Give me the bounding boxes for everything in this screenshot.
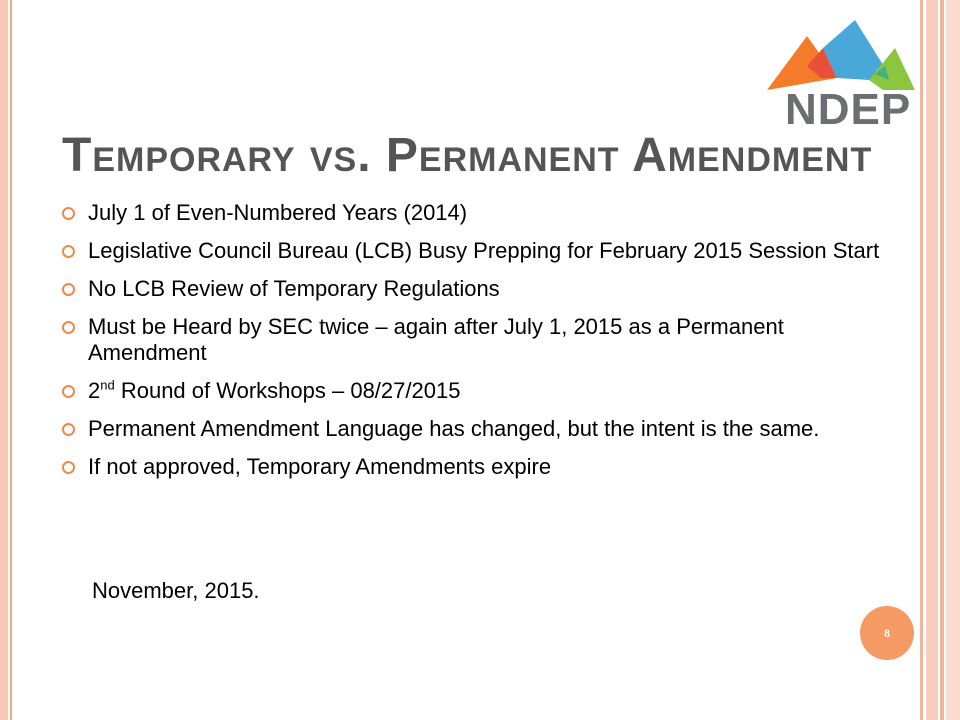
bullet-circle-icon — [62, 385, 75, 398]
slide-title: Temporary vs. Permanent Amendment — [62, 129, 873, 182]
bullet-circle-icon — [62, 283, 75, 296]
bullet-circle-icon — [62, 245, 75, 258]
bullet-item: No LCB Review of Temporary Regulations — [62, 276, 897, 302]
slide-number-badge: 8 — [860, 606, 914, 660]
right-border — [920, 0, 960, 720]
ordinal-number: 2 — [88, 378, 101, 403]
bullet-circle-icon — [62, 207, 75, 220]
bullet-item: Permanent Amendment Language has changed, but the intent is the same. — [62, 416, 897, 442]
bullet-item-text: Round of Workshops – 08/27/2015 — [114, 378, 461, 403]
ordinal-suffix: nd — [100, 377, 115, 393]
bullet-list — [62, 200, 897, 492]
ndep-logo — [765, 18, 915, 136]
logo-text: NDEP — [785, 85, 912, 134]
bullet-continuation: November, 2015. — [92, 578, 260, 603]
bullet-item — [62, 378, 897, 404]
bullet-item: If not approved, Temporary Amendments expire — [62, 454, 897, 480]
left-border — [0, 0, 8, 720]
bullet-circle-icon — [62, 461, 75, 474]
left-border-line — [10, 0, 12, 720]
bullet-item: Must be Heard by SEC twice – again after July 1, 2015 as a Permanent Amendment — [62, 314, 897, 366]
bullet-item: Legislative Council Bureau (LCB) Busy Prepping for February 2015 Session Start — [62, 238, 897, 264]
bullet-circle-icon — [62, 423, 75, 436]
bullet-item: July 1 of Even-Numbered Years (2014) — [62, 200, 897, 226]
bullet-circle-icon — [62, 321, 75, 334]
